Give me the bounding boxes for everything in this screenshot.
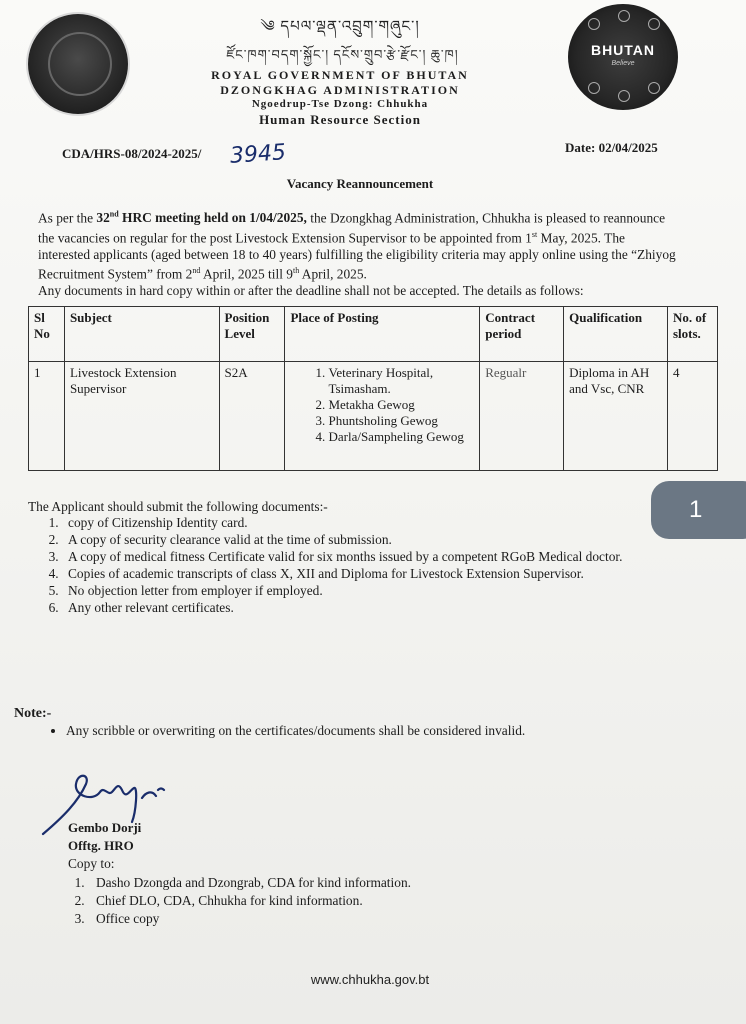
royal-emblem-logo — [28, 14, 128, 114]
tibetan-header-line-1: ༄ དཔལ་ལྡན་འབྲུག་གཞུང་། — [260, 19, 420, 35]
table-header-row — [29, 307, 718, 362]
posting-place: 4. Darla/Sampheling Gewog — [328, 429, 474, 445]
logo-ornament-icon — [618, 10, 630, 22]
para-text: April, 2025 till 9 — [200, 266, 293, 282]
logo-ornament-icon — [648, 18, 660, 30]
brand-name: BHUTAN — [590, 42, 656, 58]
para-text: April, 2025. — [299, 266, 367, 282]
meeting-reference: HRC meeting held on 1/04/2025, — [118, 210, 307, 226]
handwritten-dispatch-number: 3945 — [229, 140, 287, 169]
column-header: Contract period — [480, 307, 564, 362]
list-item: 5. No objection letter from employer if employed. — [62, 582, 722, 599]
note-heading: Note:- — [14, 706, 52, 721]
logo-ornament-icon — [588, 18, 600, 30]
logo-ornament-icon — [648, 82, 660, 94]
para-text: the Dzongkhag Administration, Chhukha is pleased to reannounce the vacancies on regular for the post Livestock Extension Supervisor to be appointed from 1 — [38, 210, 666, 246]
posting-place: 3. Phuntsholing Gewog — [328, 413, 474, 429]
page-number-badge[interactable]: 1 — [651, 481, 746, 539]
list-item: 6. Any other relevant certificates. — [62, 599, 722, 616]
column-header: No. of slots. — [668, 307, 718, 362]
announcement-paragraph — [38, 207, 678, 300]
reference-number: CDA/HRS-08/2024-2025/ — [62, 146, 202, 161]
para-text: 32 — [96, 210, 110, 226]
list-item: 1. Dasho Dzongda and Dzongrab, CDA for kind information. — [88, 874, 588, 892]
documents-heading: The Applicant should submit the following documents:- — [28, 499, 328, 514]
footer-website: www.chhukha.gov.bt — [310, 972, 430, 987]
posting-place: 2. Metakha Gewog — [328, 397, 474, 413]
cell-sl-no: 1 — [29, 362, 65, 471]
list-item: 1. copy of Citizenship Identity card. — [62, 514, 722, 531]
cell-position-level: S2A — [219, 362, 285, 471]
letter-date: Date: 02/04/2025 — [565, 140, 658, 155]
copy-to-heading: Copy to: — [68, 856, 115, 871]
logo-ornament-icon — [588, 82, 600, 94]
org-department: DZONGKHAG ADMINISTRATION — [220, 83, 460, 97]
para-sup: nd — [109, 210, 119, 219]
para-sup: th — [292, 266, 300, 276]
column-header: Position Level — [219, 307, 285, 362]
cell-qualification: Diploma in AH and Vsc, CNR — [564, 362, 668, 471]
documents-list — [38, 514, 722, 616]
tibetan-header-line-2: ཛོང་ཁག་བདག་སྐྱོང་། དངོས་གྲུབ་རྩེ་རྫོང་། ཆུ་ཁ། — [226, 47, 459, 62]
list-item: 4. Copies of academic transcripts of class X, XII and Diploma for Livestock Extension Supervisor. — [62, 565, 722, 582]
list-item: 3. Office copy — [88, 910, 588, 928]
cell-slots: 4 — [668, 362, 718, 471]
logo-ornament-icon — [618, 90, 630, 102]
column-header: Qualification — [564, 307, 668, 362]
vacancy-table — [28, 306, 718, 471]
signatory-name: Gembo Dorji — [68, 820, 142, 835]
para-text: May, 2025. The interested applicants (aged between 18 to 40 years) fulfilling the eligibility criteria may apply online using the “Zhiyog Recruitment System” from 2 — [38, 230, 676, 282]
cell-subject: Livestock Extension Supervisor — [64, 362, 219, 471]
note-list — [44, 722, 706, 739]
list-item: 2. A copy of security clearance valid at the time of submission. — [62, 531, 722, 548]
para-text: Any documents in hard copy within or after the deadline shall not be accepted. The details as follows: — [38, 283, 584, 299]
copy-to-list — [70, 874, 588, 928]
signatory-title: Offtg. HRO — [68, 838, 134, 853]
list-item: 3. A copy of medical fitness Certificate valid for six months issued by a competent RGoB Medical doctor. — [62, 548, 722, 565]
para-text: As per the — [38, 210, 97, 226]
para-sup: st — [531, 229, 538, 239]
brand-tagline: Believe — [611, 60, 635, 67]
para-sup: nd — [192, 266, 201, 276]
cell-place-of-posting — [285, 362, 480, 471]
org-section: Human Resource Section — [259, 112, 421, 127]
column-header: Place of Posting — [285, 307, 480, 362]
column-header: Sl No — [29, 307, 65, 362]
emblem-ring — [48, 32, 112, 96]
list-item: • Any scribble or overwriting on the certificates/documents shall be considered invalid. — [66, 722, 706, 739]
org-name: ROYAL GOVERNMENT OF BHUTAN — [211, 68, 469, 82]
column-header: Subject — [64, 307, 219, 362]
org-address: Ngoedrup-Tse Dzong: Chhukha — [251, 98, 429, 110]
table-row — [29, 362, 718, 471]
cell-contract-period: Regualr — [480, 362, 564, 471]
list-item: 2. Chief DLO, CDA, Chhukha for kind information. — [88, 892, 588, 910]
posting-place: 1. Veterinary Hospital, Tsimasham. — [328, 365, 474, 397]
letter-subject: Vacancy Reannouncement — [286, 176, 434, 191]
bhutan-brand-logo — [568, 4, 678, 110]
